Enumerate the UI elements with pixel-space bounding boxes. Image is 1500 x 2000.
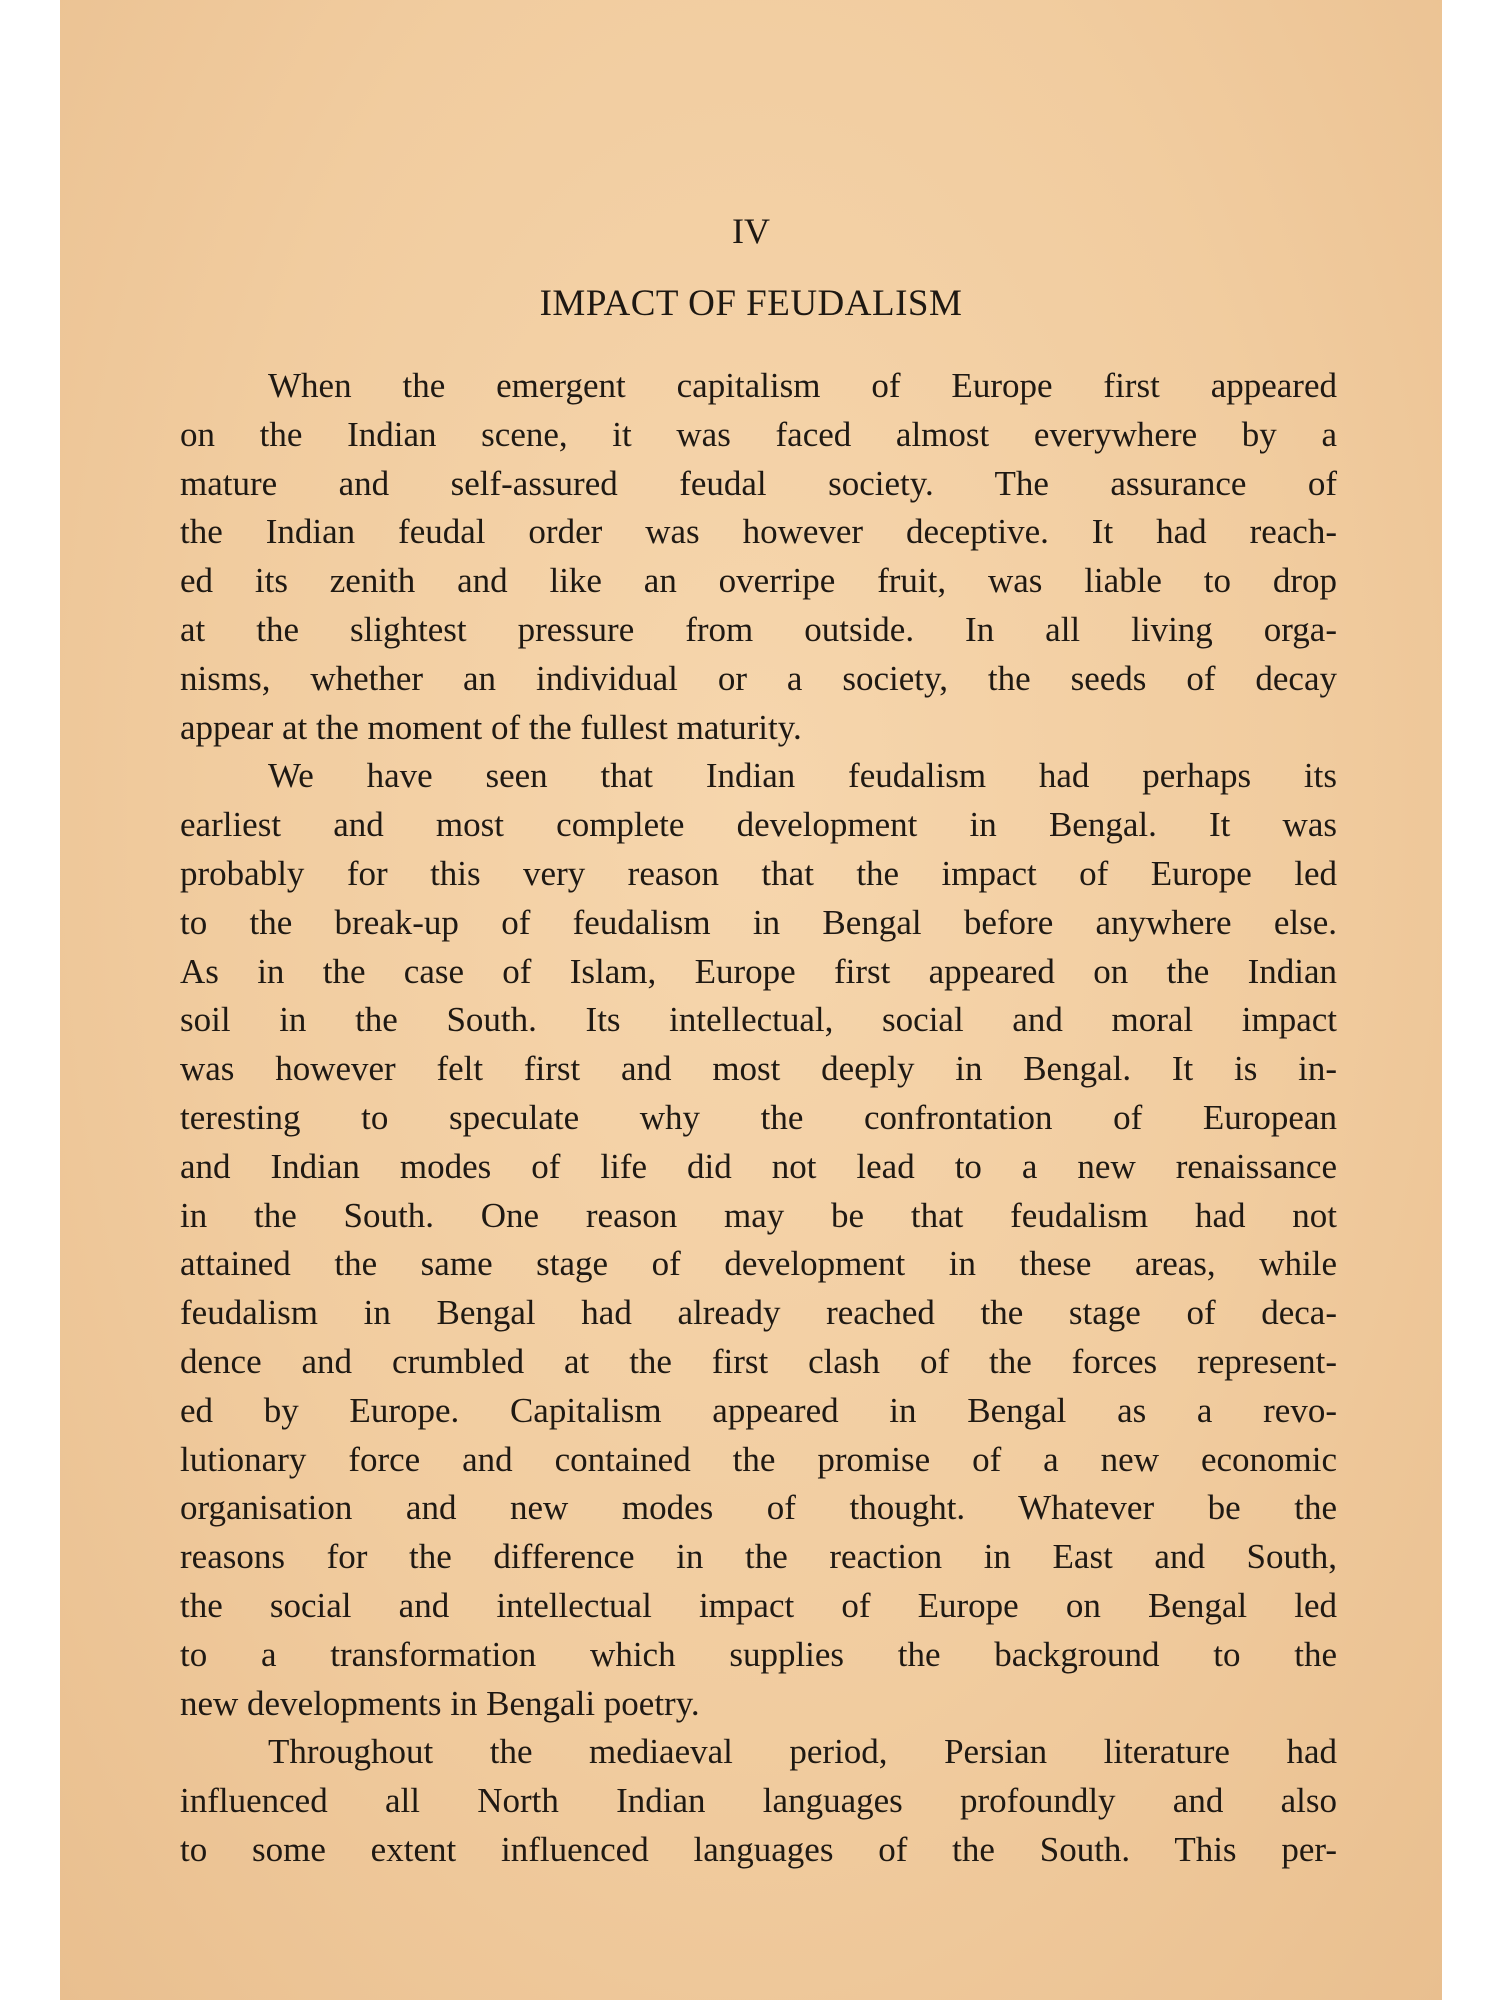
text-line: organisation and new modes of thought. Whatever be the [180,1488,1337,1528]
text-line: We have seen that Indian feudalism had perhaps its [268,756,1337,796]
text-line: Throughout the mediaeval period, Persian literature had [268,1732,1337,1772]
text-line: to some extent influenced languages of the South. This per- [180,1829,1337,1869]
text-line: influenced all North Indian languages profoundly and also [180,1781,1337,1821]
text-line: dence and crumbled at the first clash of the forces represent- [180,1341,1337,1381]
text-line: mature and self-assured feudal society. The assurance of [180,463,1337,503]
text-line: the social and intellectual impact of Europe on Bengal led [180,1585,1337,1625]
text-line: probably for this very reason that the impact of Europe led [180,853,1337,893]
chapter-number: IV [732,211,770,251]
text-line: new developments in Bengali poetry. [180,1683,700,1723]
text-line: and Indian modes of life did not lead to a new renaissance [180,1146,1337,1186]
text-line: When the emergent capitalism of Europe first appeared [268,366,1337,405]
text-line: at the slightest pressure from outside. In all living orga- [180,609,1337,649]
text-line: on the Indian scene, it was faced almost everywhere by a [180,414,1337,454]
text-line: to the break-up of feudalism in Bengal before anywhere else. [180,902,1337,942]
book-page [60,0,1442,2000]
text-line: attained the same stage of development in these areas, while [180,1244,1337,1284]
text-line: earliest and most complete development in Bengal. It was [180,805,1337,845]
text-line: feudalism in Bengal had already reached the stage of deca- [180,1293,1337,1333]
text-line: nisms, whether an individual or a society, the seeds of decay [180,658,1337,698]
text-line: was however felt first and most deeply in Bengal. It is in- [180,1049,1337,1089]
text-line: in the South. One reason may be that feudalism had not [180,1195,1337,1235]
body-text [180,362,1337,1875]
text-line: the Indian feudal order was however deceptive. It had reach- [180,512,1337,552]
text-line: to a transformation which supplies the background to the [180,1634,1337,1674]
text-line: appear at the moment of the fullest maturity. [180,707,802,747]
text-line: ed by Europe. Capitalism appeared in Bengal as a revo- [180,1390,1337,1430]
text-line: lutionary force and contained the promise of a new economic [180,1439,1337,1479]
text-line: soil in the South. Its intellectual, social and moral impact [180,1000,1337,1040]
text-line: As in the case of Islam, Europe first appeared on the Indian [180,951,1337,991]
text-line: teresting to speculate why the confrontation of European [180,1097,1337,1137]
text-line: reasons for the difference in the reaction in East and South, [180,1537,1337,1577]
chapter-title: IMPACT OF FEUDALISM [539,283,963,324]
text-line: ed its zenith and like an overripe fruit, was liable to drop [180,561,1337,601]
